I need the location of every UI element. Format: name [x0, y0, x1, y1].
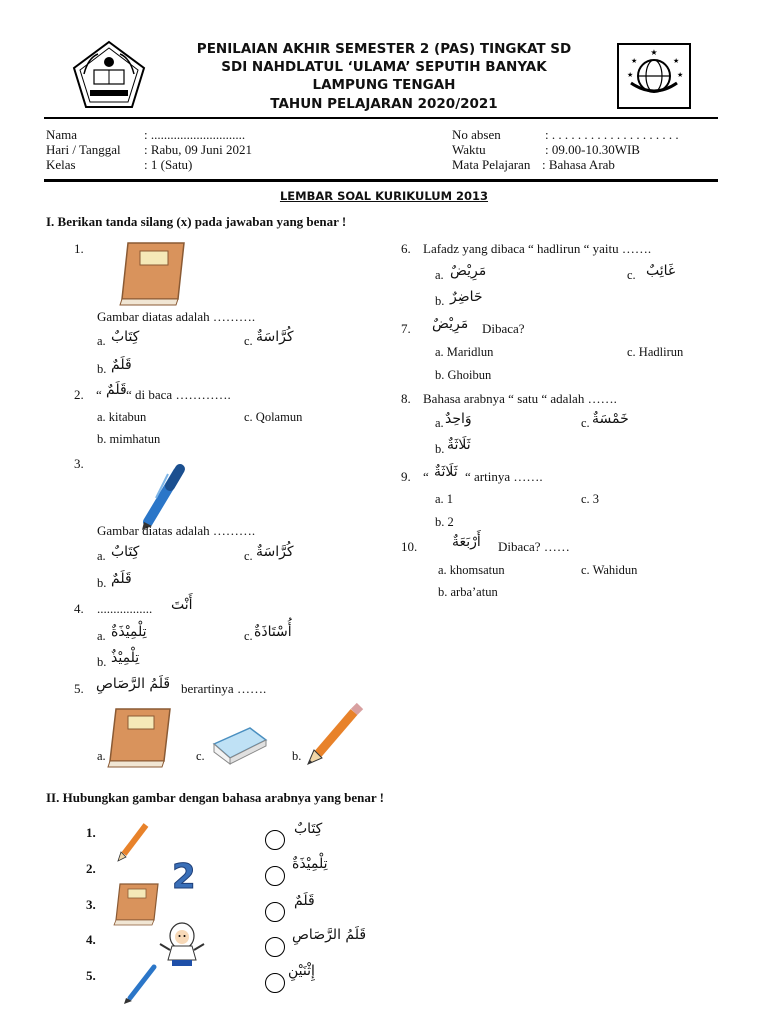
- svg-text:2: 2: [172, 857, 196, 897]
- q9-number: 9.: [401, 469, 411, 484]
- match-word-3: قَلَمٌ: [294, 893, 315, 909]
- q7-text: Dibaca?: [482, 321, 525, 336]
- q6-option-b-label[interactable]: b.: [435, 294, 445, 308]
- q6-option-a-label[interactable]: a.: [435, 268, 444, 282]
- q4-arabic: أَنْتَ: [171, 597, 193, 613]
- q8-option-a[interactable]: وَاحِدٌ: [445, 411, 472, 427]
- q3-option-a-label[interactable]: a.: [97, 549, 106, 563]
- q7-option-b[interactable]: b. Ghoibun: [435, 368, 492, 382]
- q5-text: berartinya …….: [181, 681, 267, 696]
- svg-text:★: ★: [650, 48, 658, 57]
- nama-value[interactable]: : .............................: [144, 127, 246, 142]
- match-word-4: قَلَمُ الرَّصَاصِ: [292, 927, 367, 943]
- q7-option-c[interactable]: c. Hadlirun: [627, 345, 684, 359]
- kelas-label: Kelas: [46, 157, 76, 172]
- q10-text: Dibaca? ……: [498, 539, 570, 554]
- q10-option-c[interactable]: c. Wahidun: [581, 563, 638, 577]
- q8-option-a-label[interactable]: a.: [435, 416, 444, 430]
- svg-text:★: ★: [673, 57, 680, 65]
- q1-option-c-label[interactable]: c.: [244, 334, 253, 348]
- q1-text: Gambar diatas adalah ……….: [97, 309, 256, 324]
- q7-number: 7.: [401, 321, 411, 336]
- sheet-title: LEMBAR SOAL KURIKULUM 2013: [279, 189, 489, 203]
- header-line-3: LAMPUNG TENGAH: [312, 77, 456, 93]
- hari-value: : Rabu, 09 Juni 2021: [144, 142, 252, 157]
- q8-text: Bahasa arabnya “ satu “ adalah …….: [423, 391, 617, 406]
- q3-option-c-label[interactable]: c.: [244, 549, 253, 563]
- q9-arabic: ثَلَاثَةٌ: [434, 464, 458, 480]
- match-circle-5[interactable]: [265, 973, 285, 993]
- q4-option-b-label[interactable]: b.: [97, 655, 107, 669]
- q2-option-a[interactable]: a. kitabun: [97, 410, 147, 424]
- q2-number: 2.: [74, 387, 84, 402]
- q5-option-b-label[interactable]: b.: [292, 749, 302, 763]
- waktu-label: Waktu: [452, 142, 486, 157]
- svg-text:★: ★: [627, 71, 634, 79]
- q4-option-a[interactable]: تِلْمِيْذَةٌ: [111, 624, 147, 640]
- header-line-4: TAHUN PELAJARAN 2020/2021: [270, 96, 498, 112]
- book-image[interactable]: [114, 884, 160, 930]
- q9-text: “ artinya …….: [465, 469, 543, 484]
- match-circle-1[interactable]: [265, 830, 285, 850]
- q2-arabic: قَلَمٌ: [106, 382, 127, 398]
- number-two-image[interactable]: [170, 858, 202, 896]
- q1-option-b-label[interactable]: b.: [97, 362, 107, 376]
- q10-option-b[interactable]: b. arba’atun: [438, 585, 498, 599]
- q10-option-a[interactable]: a. khomsatun: [438, 563, 505, 577]
- q6-number: 6.: [401, 241, 411, 256]
- match-circle-2[interactable]: [265, 866, 285, 886]
- q4-option-c-label[interactable]: c.: [244, 629, 253, 643]
- q6-text: Lafadz yang dibaca “ hadlirun “ yaitu …….: [423, 241, 652, 256]
- q6-option-a[interactable]: مَرِيْضٌ: [450, 263, 487, 279]
- match-number-1: 1.: [86, 825, 96, 840]
- book-image: [118, 243, 188, 309]
- svg-text:★: ★: [631, 57, 638, 65]
- info-rule: [44, 179, 718, 182]
- q3-option-c[interactable]: كُرَّاسَةٌ: [256, 544, 294, 560]
- q4-number: 4.: [74, 601, 84, 616]
- q4-option-b[interactable]: تِلْمِيْذٌ: [111, 650, 140, 666]
- q5-option-a-label[interactable]: a.: [97, 749, 106, 763]
- header-line-1: PENILAIAN AKHIR SEMESTER 2 (PAS) TINGKAT SD: [196, 41, 572, 57]
- q9-option-a[interactable]: a. 1: [435, 492, 454, 506]
- q8-option-c-label[interactable]: c.: [581, 416, 590, 430]
- q3-number: 3.: [74, 456, 84, 471]
- svg-text:★: ★: [677, 71, 684, 79]
- q3-option-a[interactable]: كِتَابٌ: [111, 544, 140, 560]
- q8-option-b[interactable]: ثَلَاثَةٌ: [447, 437, 471, 453]
- q8-option-b-label[interactable]: b.: [435, 442, 445, 456]
- hari-label: Hari / Tanggal: [46, 142, 121, 157]
- q5-option-c-label[interactable]: c.: [196, 749, 205, 763]
- q1-option-b[interactable]: قَلَمٌ: [111, 357, 132, 373]
- q5-number: 5.: [74, 681, 84, 696]
- q2-open-quote: “: [96, 387, 102, 402]
- q4-option-c[interactable]: أُسْتَاذَةٌ: [254, 624, 292, 640]
- section-1-title: I. Berikan tanda silang (x) pada jawaban yang benar !: [46, 214, 347, 229]
- pen-image[interactable]: [122, 964, 158, 1008]
- q1-number: 1.: [74, 241, 84, 256]
- eraser-image[interactable]: [210, 726, 268, 770]
- waktu-value: : 09.00-10.30WIB: [545, 142, 640, 157]
- student-girl-image[interactable]: [158, 922, 206, 972]
- q2-text: “ di baca ………….: [126, 387, 231, 402]
- section-2-title: II. Hubungkan gambar dengan bahasa arabnya yang benar !: [46, 790, 384, 805]
- q2-option-b[interactable]: b. mimhatun: [97, 432, 161, 446]
- q3-text: Gambar diatas adalah ……….: [97, 523, 256, 538]
- header-rule: [44, 117, 718, 119]
- match-word-2: تِلْمِيْذَةٌ: [292, 856, 328, 872]
- q9-open-quote: “: [423, 469, 429, 484]
- q7-option-a[interactable]: a. Maridlun: [435, 345, 494, 359]
- match-circle-4[interactable]: [265, 937, 285, 957]
- q4-blank[interactable]: .................: [97, 601, 153, 616]
- q1-option-c[interactable]: كُرَّاسَةٌ: [256, 329, 294, 345]
- match-word-1: كِتَابٌ: [294, 821, 323, 837]
- q1-option-a-label[interactable]: a.: [97, 334, 106, 348]
- match-word-5: إِثْنَيْنِ: [288, 963, 315, 979]
- q5-arabic: قَلَمُ الرَّصَاصِ: [96, 676, 171, 692]
- match-number-2: 2.: [86, 861, 96, 876]
- q8-number: 8.: [401, 391, 411, 406]
- q3-option-b-label[interactable]: b.: [97, 576, 107, 590]
- q6-option-c[interactable]: غَائِبٌ: [646, 263, 676, 279]
- q8-option-c[interactable]: خَمْسَةٌ: [592, 411, 629, 427]
- q9-option-c[interactable]: c. 3: [581, 492, 600, 506]
- nama-label: Nama: [46, 127, 78, 142]
- absen-label: No absen: [452, 127, 501, 142]
- kelas-value: : 1 (Satu): [144, 157, 193, 172]
- header-line-2: SDI NAHDLATUL ‘ULAMA’ SEPUTIH BANYAK: [221, 59, 547, 75]
- mapel-label: Mata Pelajaran: [452, 157, 531, 172]
- q1-option-a[interactable]: كِتَابٌ: [111, 329, 140, 345]
- match-circle-3[interactable]: [265, 902, 285, 922]
- q2-option-c[interactable]: c. Qolamun: [244, 410, 303, 424]
- q3-option-b[interactable]: قَلَمٌ: [111, 571, 132, 587]
- pencil-image[interactable]: [306, 706, 362, 768]
- book-image[interactable]: [106, 709, 174, 771]
- q10-arabic: أَرْبَعَةٌ: [452, 534, 481, 550]
- match-number-5: 5.: [86, 968, 96, 983]
- q4-option-a-label[interactable]: a.: [97, 629, 106, 643]
- q9-option-b[interactable]: b. 2: [435, 515, 454, 529]
- mapel-value: : Bahasa Arab: [542, 157, 615, 172]
- q7-arabic: مَرِيْضٌ: [432, 316, 469, 332]
- pencil-image[interactable]: [116, 822, 150, 866]
- q10-number: 10.: [401, 539, 418, 554]
- match-number-3: 3.: [86, 897, 96, 912]
- absen-value[interactable]: : . . . . . . . . . . . . . . . . . . . .: [545, 127, 679, 142]
- q6-option-b[interactable]: حَاضِرٌ: [450, 289, 483, 305]
- match-number-4: 4.: [86, 932, 96, 947]
- q6-option-c-label[interactable]: c.: [627, 268, 636, 282]
